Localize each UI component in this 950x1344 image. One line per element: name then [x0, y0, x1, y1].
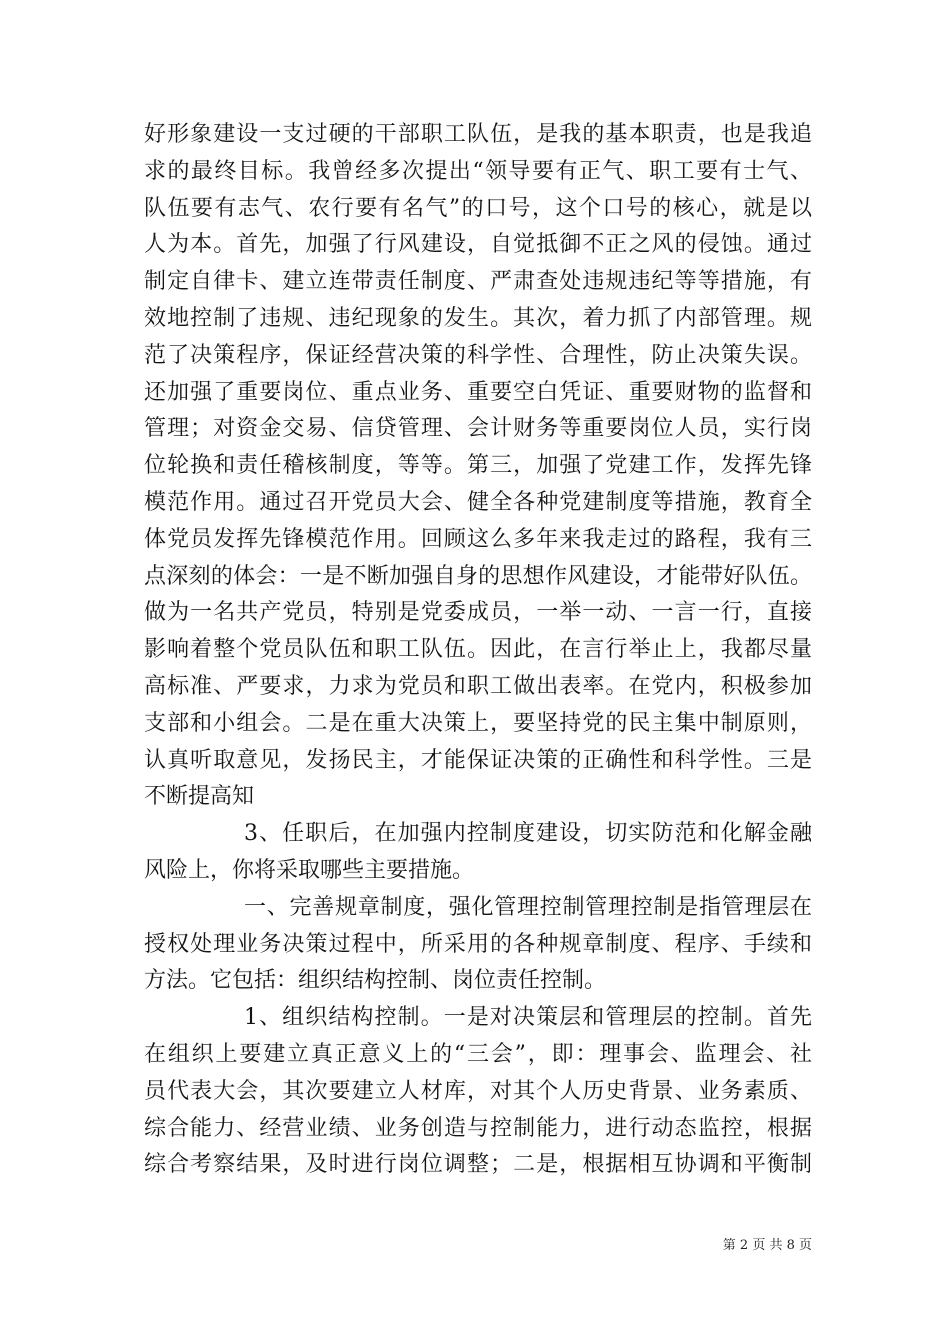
page-number-footer: 第 2 页 共 8 页	[722, 1238, 812, 1253]
text-line: 认真听取意见，发扬民主，才能保证决策的正确性和科学性。三是	[144, 747, 812, 773]
text-line: 授权处理业务决策过程中，所采用的各种规章制度、程序、手续和	[144, 931, 812, 957]
text-line: 求的最终目标。我曾经多次提出“领导要有正气、职工要有士气、	[144, 158, 812, 184]
text-line: 不断提高知	[144, 784, 255, 810]
text-line: 人为本。首先，加强了行风建设，自觉抵御不正之风的侵蚀。通过	[144, 232, 812, 258]
text-line: 支部和小组会。二是在重大决策上，要坚持党的民主集中制原则，	[144, 710, 812, 736]
text-line: 综合能力、经营业绩、业务创造与控制能力，进行动态监控，根据	[144, 1115, 812, 1141]
text-line: 好形象建设一支过硬的干部职工队伍，是我的基本职责，也是我追	[144, 122, 812, 147]
text-line: 方法。它包括：组织结构控制、岗位责任控制。	[144, 968, 607, 994]
text-line: 一、完善规章制度，强化管理控制管理控制是指管理层在	[244, 894, 812, 920]
text-line: 制定自律卡、建立连带责任制度、严肃查处违规违纪等等措施，有	[144, 269, 812, 295]
text-line: 范了决策程序，保证经营决策的科学性、合理性，防止决策失误。	[144, 342, 812, 368]
text-line: 1、组织结构控制。一是对决策层和管理层的控制。首先	[244, 1005, 812, 1031]
text-line: 效地控制了违规、违纪现象的发生。其次，着力抓了内部管理。规	[144, 305, 812, 331]
text-line: 高标准、严要求，力求为党员和职工做出表率。在党内，积极参加	[144, 673, 812, 699]
text-line: 影响着整个党员队伍和职工队伍。因此，在言行举止上，我都尽量	[144, 637, 812, 663]
text-line: 风险上，你将采取哪些主要措施。	[144, 857, 475, 883]
paragraph-4	[144, 1000, 812, 1184]
document-body	[144, 117, 812, 1184]
text-line: 3、任职后，在加强内控制度建设，切实防范和化解金融	[244, 821, 812, 847]
text-line: 做为一名共产党员，特别是党委成员，一举一动、一言一行，直接	[144, 600, 812, 626]
paragraph-3	[144, 890, 812, 1000]
text-line: 队伍要有志气、农行要有名气”的口号，这个口号的核心，就是以	[144, 195, 812, 221]
text-line: 还加强了重要岗位、重点业务、重要空白凭证、重要财物的监督和	[144, 379, 812, 405]
text-line: 在组织上要建立真正意义上的“三会”，即：理事会、监理会、社	[144, 1041, 812, 1067]
text-line: 体党员发挥先锋模范作用。回顾这么多年来我走过的路程，我有三	[144, 526, 812, 552]
text-line: 管理；对资金交易、信贷管理、会计财务等重要岗位人员，实行岗	[144, 416, 812, 442]
text-line: 模范作用。通过召开党员大会、健全各种党建制度等措施，教育全	[144, 489, 812, 515]
text-line: 综合考察结果，及时进行岗位调整；二是，根据相互协调和平衡制	[144, 1152, 812, 1178]
paragraph-2	[144, 816, 812, 890]
text-line: 员代表大会，其次要建立人材库，对其个人历史背景、业务素质、	[144, 1078, 812, 1104]
paragraph-1	[144, 117, 812, 816]
text-line: 位轮换和责任稽核制度，等等。第三，加强了党建工作，发挥先锋	[144, 453, 812, 479]
text-line: 点深刻的体会：一是不断加强自身的思想作风建设，才能带好队伍。	[144, 563, 812, 589]
